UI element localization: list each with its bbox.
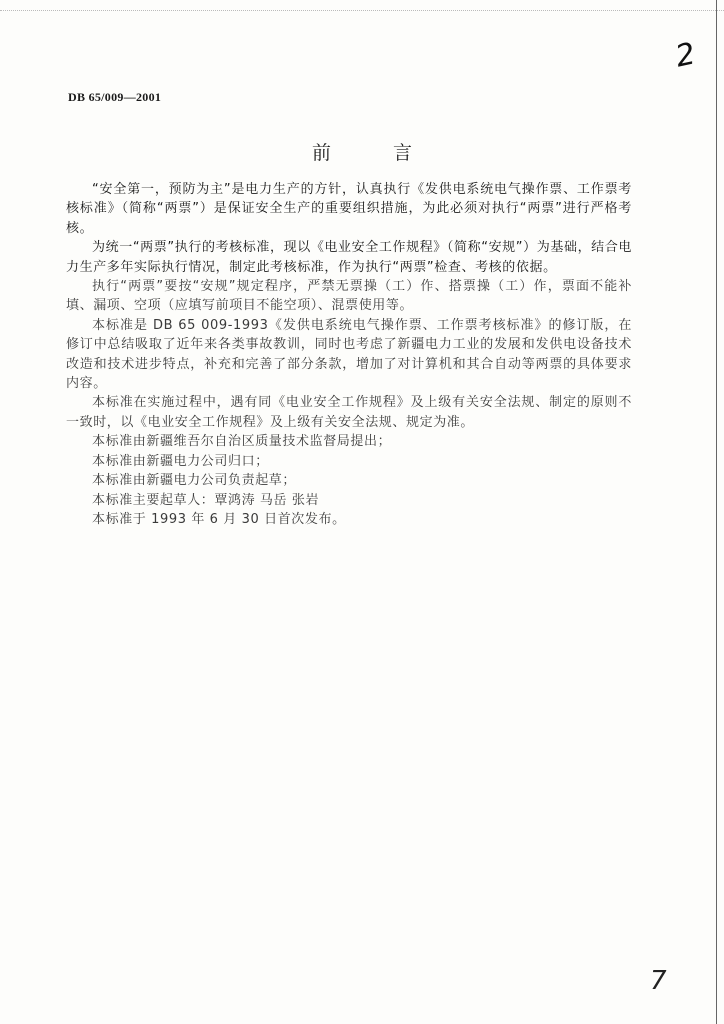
page-title: 前 言 <box>311 142 441 164</box>
paragraph-9: 本标准主要起草人：覃鸿涛 马岳 张岩 <box>92 492 320 508</box>
paragraph-6: 本标准由新疆维吾尔自治区质量技术监督局提出； <box>92 434 392 450</box>
paragraph-10: 本标准于 1993 年 6 月 30 日首次发布。 <box>92 511 346 527</box>
paragraph-4: 本标准是 DB 65 009-1993《发供电系统电气操作票、工作票考核标准》的修订版，在修订中总结吸取了近年来各类事故教训，同时也考虑了新疆电力工业的发展和发供电设备技术改造和技术进步特点，补充和完善了部分条款，增加了对计算机和其合自动等两票的具体要求内容。 <box>66 317 632 392</box>
paragraph-5: 本标准在实施过程中，遇有同《电业安全工作规程》及上级有关安全法规、制定的原则不一致时，以《电业安全工作规程》及上级有关安全法规、规定为准。 <box>66 395 632 430</box>
paragraph-1: “安全第一，预防为主”是电力生产的方针，认真执行《发供电系统电气操作票、工作票考核标准》（简称“两票”）是保证安全生产的重要组织措施，为此必须对执行“两票”进行严格考核。 <box>66 182 632 236</box>
paragraph-2: 为统一“两票”执行的考核标准，现以《电业安全工作规程》（简称“安规”）为基础，结合电力生产多年实际执行情况，制定此考核标准，作为执行“两票”检查、考核的依据。 <box>66 240 632 275</box>
scan-top-edge <box>0 0 724 11</box>
handwritten-page-mark: 2 <box>672 36 699 75</box>
foreword-body <box>66 180 632 529</box>
paragraph-7: 本标准由新疆电力公司归口； <box>92 453 269 469</box>
paragraph-3: 执行“两票”要按“安规”规定程序，严禁无票操（工）作、搭票操（工）作，票面不能补填、漏项、空项（应填写前项目不能空项）、混票使用等。 <box>66 279 632 314</box>
handwritten-page-number: 7 <box>650 966 667 996</box>
standard-code-header: DB 65/009—2001 <box>68 90 162 104</box>
paragraph-8: 本标准由新疆电力公司负责起草； <box>92 473 297 489</box>
